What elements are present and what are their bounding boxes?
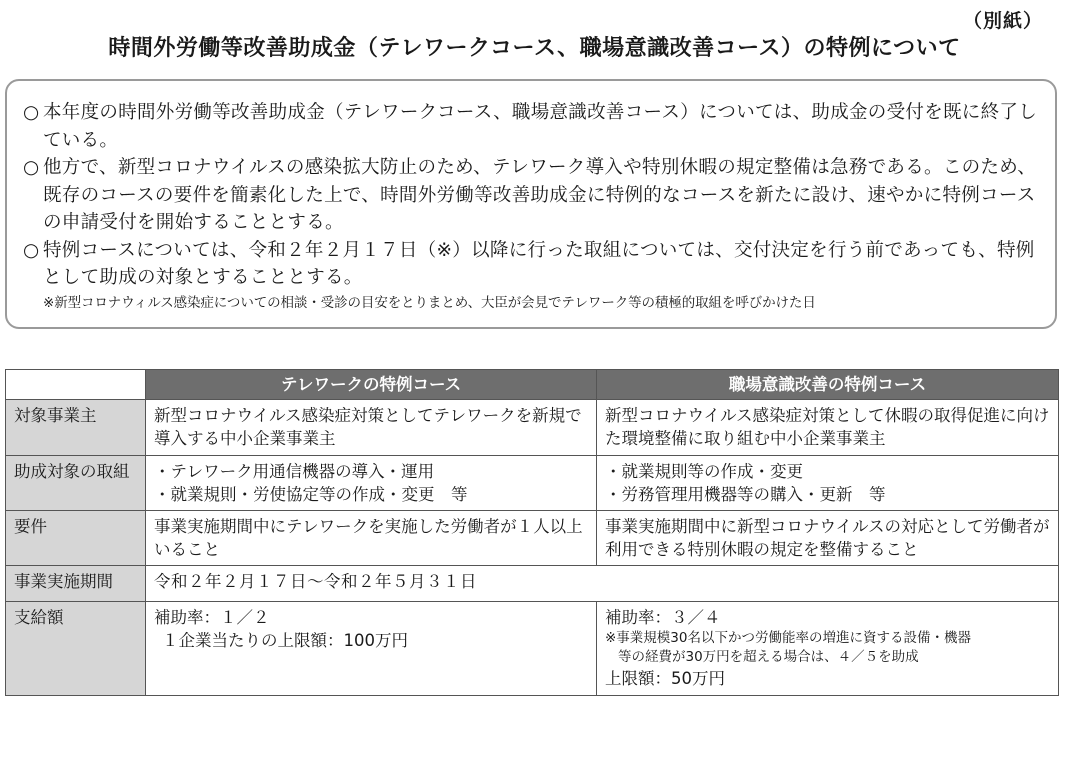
header-telework-course: テレワークの特例コース [146,370,597,400]
subsidy-rate-note-continued: 等の経費が30万円を超える場合は、４／５を助成 [618,649,919,665]
row-label-implementation-period: 事業実施期間 [6,566,146,602]
row-label-target-employer: 対象事業主 [6,400,146,456]
subsidy-cap: 上限額：50万円 [605,669,725,688]
circle-bullet-icon: ○ [23,157,40,178]
table-row [6,566,1059,602]
list-item: ・テレワーク用通信機器の導入・運用 [154,462,435,481]
telework-subsidized-measures [146,456,597,511]
workplace-payment-amount [597,602,1059,696]
course-comparison-table [5,369,1059,696]
summary-bullet [23,99,1041,154]
annex-label: （別紙） [962,10,1043,32]
summary-bullet-text: 他方で、新型コロナウイルスの感染拡大防止のため、テレワーク導入や特別休暇の規定整備は急務である。このため、既存のコースの要件を簡素化した上で、時間外労働等改善助成金に特例的なコースを新たに設け、速やかに特例コースの申請受付を開始することとする。 [43,157,1037,233]
table-row [6,602,1059,696]
workplace-requirement: 事業実施期間中に新型コロナウイルスの対応として労働者が利用できる特別休暇の規定を整備すること [597,511,1059,566]
list-item: ・就業規則等の作成・変更 [605,462,803,481]
workplace-target-employer: 新型コロナウイルス感染症対策として休暇の取得促進に向けた環境整備に取り組む中小企業事業主 [597,400,1059,456]
subsidy-rate-note: ※事業規模30名以下かつ労働能率の増進に資する設備・機器 [605,630,971,646]
summary-bullet-text: 特例コースについては、令和２年２月１７日（※）以降に行った取組については、交付決定を行う前であっても、特例として助成の対象とすることとする。 [43,239,1035,288]
subsidy-cap: １企業当たりの上限額：100万円 [162,631,408,650]
table-row [6,456,1059,511]
summary-bullet-text: 本年度の時間外労働等改善助成金（テレワークコース、職場意識改善コース）については、助成金の受付を既に終了している。 [43,102,1037,151]
summary-footnote: ※新型コロナウィルス感染症についての相談・受診の目安をとりまとめ、大臣が会見でテレワーク等の積極的取組を呼びかけた日 [43,294,816,311]
list-item: ・労務管理用機器等の購入・更新 等 [605,485,886,504]
header-workplace-course: 職場意識改善の特例コース [597,370,1059,400]
row-label-requirement: 要件 [6,511,146,566]
list-item: ・就業規則・労使協定等の作成・変更 等 [154,485,468,504]
summary-box [5,79,1057,329]
telework-requirement: 事業実施期間中にテレワークを実施した労働者が１人以上いること [146,511,597,566]
circle-bullet-icon: ○ [23,239,40,261]
subsidy-rate: 補助率：３／４ [605,608,721,627]
row-label-payment-amount: 支給額 [6,602,146,696]
circle-bullet-icon: ○ [23,102,40,123]
implementation-period-value: 令和２年２月１７日～令和２年５月３１日 [146,566,1059,602]
header-corner-cell [6,370,146,400]
telework-target-employer: 新型コロナウイルス感染症対策としてテレワークを新規で導入する中小企業事業主 [146,400,597,456]
summary-bullet [23,154,1041,237]
row-label-subsidized-measures: 助成対象の取組 [6,456,146,511]
summary-bullet [23,237,1041,292]
subsidy-rate: 補助率：１／２ [154,608,270,627]
workplace-subsidized-measures [597,456,1059,511]
telework-payment-amount [146,602,597,696]
table-row [6,400,1059,456]
table-row [6,511,1059,566]
page-title: 時間外労働等改善助成金（テレワークコース、職場意識改善コース）の特例について [108,36,961,61]
table-header-row [6,370,1059,400]
